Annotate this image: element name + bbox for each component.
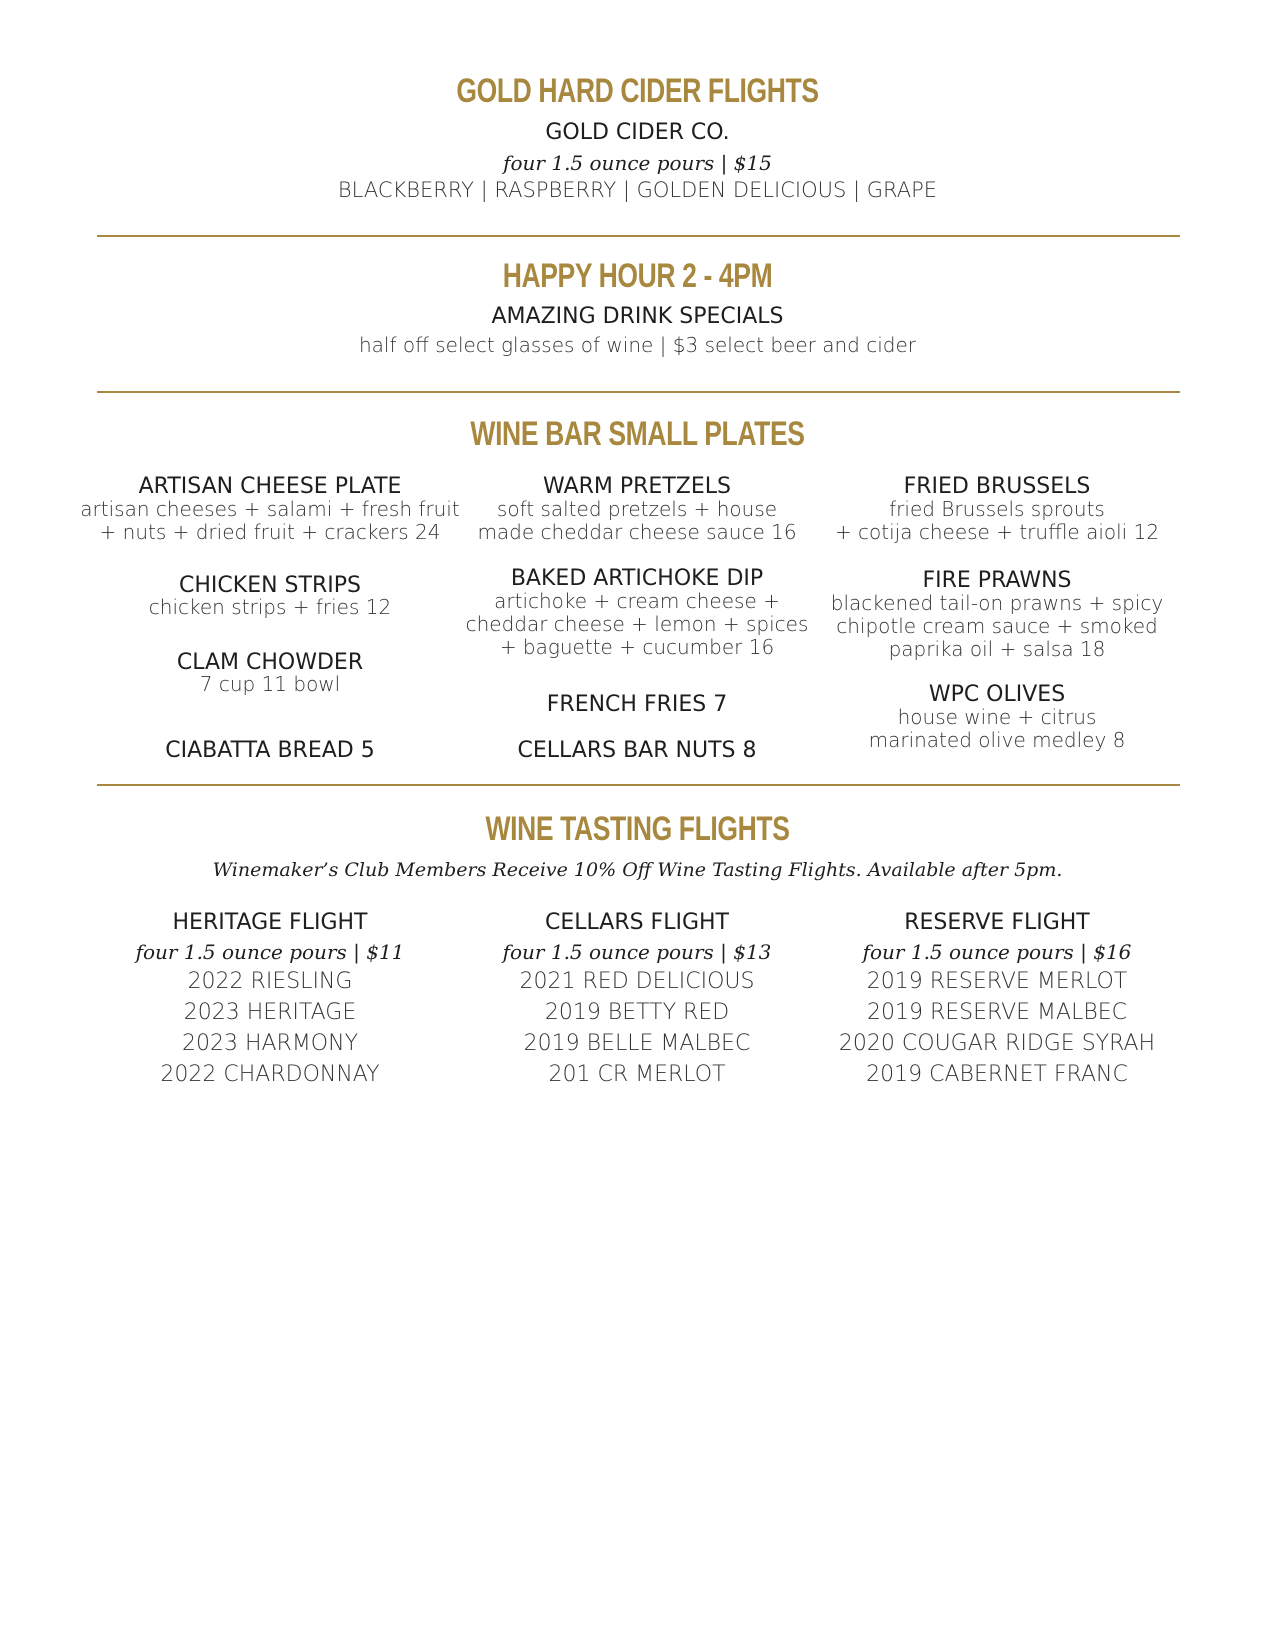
menu-item-title: CELLARS BAR NUTS 8 <box>517 738 757 763</box>
happy-hour-heading: HAPPY HOUR 2 - 4PM <box>502 257 773 295</box>
flight-title: CELLARS FLIGHT <box>544 910 729 935</box>
happy-hour-details: half off select glasses of wine | $3 select beer and cider <box>359 333 916 357</box>
menu-item-desc: + cotija cheese + truffle aioli 12 <box>834 520 1160 544</box>
menu-item-desc: artichoke + cream cheese + <box>494 589 780 613</box>
cider-pours: four 1.5 ounce pours | $15 <box>503 151 772 175</box>
menu-item-title: FRENCH FRIES 7 <box>546 692 728 717</box>
flight-wine: 2022 CHARDONNAY <box>160 1062 380 1087</box>
flight-wine: 2023 HERITAGE <box>183 1000 357 1025</box>
menu-item-desc: + nuts + dried fruit + crackers 24 <box>99 520 441 544</box>
flight-wine: 2021 RED DELICIOUS <box>519 969 755 994</box>
menu-item-desc: chipotle cream sauce + smoked <box>836 614 1158 638</box>
section-divider <box>97 391 1180 393</box>
menu-item-desc: made cheddar cheese sauce 16 <box>477 520 797 544</box>
flight-title: HERITAGE FLIGHT <box>172 910 368 935</box>
tasting-heading: WINE TASTING FLIGHTS <box>485 810 790 848</box>
menu-item-title: CHICKEN STRIPS <box>179 573 361 598</box>
menu-item-desc: blackened tail-on prawns + spicy <box>830 591 1164 615</box>
flight-pours: four 1.5 ounce pours | $16 <box>862 940 1132 964</box>
cider-producer: GOLD CIDER CO. <box>545 120 730 145</box>
cider-flavors: BLACKBERRY | RASPBERRY | GOLDEN DELICIOUS | GRAPE <box>337 178 938 202</box>
menu-item-desc: paprika oil + salsa 18 <box>888 637 1106 661</box>
flight-wine: 2019 RESERVE MALBEC <box>866 1000 1127 1025</box>
menu-item-desc: house wine + citrus <box>897 705 1097 729</box>
flight-wine: 2019 BELLE MALBEC <box>523 1031 751 1056</box>
menu-item-desc: soft salted pretzels + house <box>496 497 778 521</box>
menu-item-desc: + baguette + cucumber 16 <box>499 635 775 659</box>
cider-heading: GOLD HARD CIDER FLIGHTS <box>456 72 819 110</box>
tasting-note: Winemaker’s Club Members Receive 10% Off Wine Tasting Flights. Available after 5pm. <box>212 859 1063 881</box>
flight-title: RESERVE FLIGHT <box>904 910 1090 935</box>
flight-wine: 2019 RESERVE MERLOT <box>866 969 1128 994</box>
menu-item-title: FRIED BRUSSELS <box>903 474 1091 499</box>
flight-pours: four 1.5 ounce pours | $11 <box>135 940 405 964</box>
menu-item-title: CIABATTA BREAD 5 <box>165 738 375 763</box>
menu-item-desc: cheddar cheese + lemon + spices <box>465 612 809 636</box>
menu-item-desc: artisan cheeses + salami + fresh fruit <box>80 497 460 521</box>
flight-wine: 2023 HARMONY <box>181 1031 359 1056</box>
menu-item-title: WARM PRETZELS <box>543 474 731 499</box>
flight-wine: 201 CR MERLOT <box>548 1062 726 1087</box>
flight-wine: 2020 COUGAR RIDGE SYRAH <box>838 1031 1156 1056</box>
menu-item-desc: 7 cup 11 bowl <box>199 672 341 696</box>
menu-item-desc: chicken strips + fries 12 <box>148 595 392 619</box>
section-divider <box>97 235 1180 237</box>
flight-wine: 2019 BETTY RED <box>544 1000 730 1025</box>
menu-item-title: FIRE PRAWNS <box>922 568 1072 593</box>
menu-item-title: WPC OLIVES <box>928 682 1066 707</box>
menu-item-title: CLAM CHOWDER <box>176 650 364 675</box>
flight-pours: four 1.5 ounce pours | $13 <box>502 940 772 964</box>
menu-item-desc: fried Brussels sprouts <box>889 497 1105 521</box>
happy-hour-subheading: AMAZING DRINK SPECIALS <box>491 304 784 329</box>
menu-item-title: ARTISAN CHEESE PLATE <box>138 474 402 499</box>
menu-item-desc: marinated olive medley 8 <box>868 728 1126 752</box>
flight-wine: 2019 CABERNET FRANC <box>866 1062 1128 1087</box>
flight-wine: 2022 RIESLING <box>187 969 353 994</box>
small-plates-heading: WINE BAR SMALL PLATES <box>470 415 805 453</box>
section-divider <box>97 784 1180 786</box>
menu-item-title: BAKED ARTICHOKE DIP <box>510 566 764 591</box>
